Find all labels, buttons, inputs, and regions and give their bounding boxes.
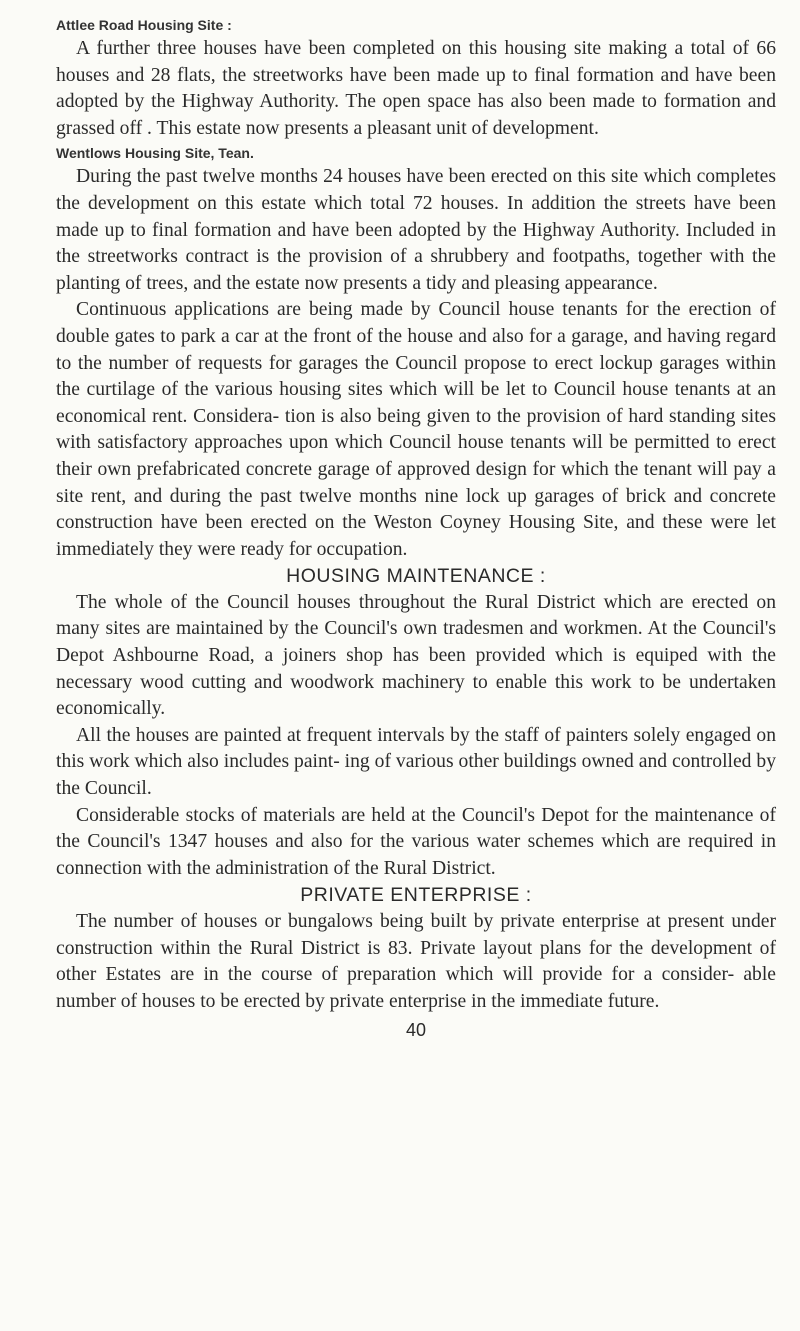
private-enterprise-paragraph: The number of houses or bungalows being built by private enterprise at present under construction within the Rural District is 83. Private layout plans for the development of other Estates are in the course of preparation which will provide for a consider- able number of houses to be erected by private enterprise in the immediate future. bbox=[56, 911, 776, 1012]
maintenance-heading: HOUSING MAINTENANCE : bbox=[286, 565, 546, 588]
private-enterprise-heading: PRIVATE ENTERPRISE : bbox=[300, 884, 532, 907]
wentlows-paragraph-2: Continuous applications are being made by Council house tenants for the erection of double gates to park a car at the front of the house and also for a garage, and having regard to the number of requests for garages the Council propose to erect lockup garages within the curtilage of the various housing sites which will be let to Council house tenants at an economical rent. Considera- tion is also being given to the provision of hard standing sites with satisfactory approaches upon which Council house tenants will be permitted to erect their own prefabricated concrete garage of approved design for which the tenant will pay a site rent, and during the past twelve months nine lock up garages of brick and concrete construction have been erected on the Weston Coyney Housing Site, and these were let immediately they were ready for occupation. bbox=[56, 299, 776, 560]
wentlows-heading: Wentlows Housing Site, Tean. bbox=[56, 145, 254, 162]
attlee-paragraph: A further three houses have been completed on this housing site making a total of 66 houses and 28 flats, the streetworks have been made up to final formation and have been adopted by the Highway Authority. The open space has also been made to formation and grassed off . This estate now presents a pleasant unit of development. bbox=[56, 38, 776, 139]
page-content bbox=[56, 14, 776, 1043]
page-number: 40 bbox=[405, 1020, 427, 1041]
maintenance-paragraph-3: Considerable stocks of materials are held at the Council's Depot for the maintenance of the Council's 1347 houses and also for the various water schemes which are required in connection with the administration of the Rural District. bbox=[56, 804, 776, 879]
wentlows-paragraph-1: During the past twelve months 24 houses have been erected on this site which completes the development on this estate which total 72 houses. In addition the streets have been made up to final formation and have been adopted by the Highway Authority. Included in the streetworks contract is the provision of a shrubbery and footpaths, together with the planting of trees, and the estate now presents a tidy and pleasing appearance. bbox=[56, 166, 776, 294]
attlee-heading: Attlee Road Housing Site : bbox=[56, 17, 232, 33]
maintenance-paragraph-2: All the houses are painted at frequent intervals by the staff of painters solely engaged on this work which also includes paint- ing of various other buildings owned and controlled by the Council. bbox=[56, 724, 776, 800]
maintenance-paragraph-1: The whole of the Council houses throughout the Rural District which are erected on many sites are maintained by the Council's own tradesmen and workmen. At the Council's Depot Ashbourne Road, a joiners shop has been provided which is equiped with the necessary wood cutting and woodwork machinery to enable this work to be undertaken economically. bbox=[56, 591, 776, 720]
